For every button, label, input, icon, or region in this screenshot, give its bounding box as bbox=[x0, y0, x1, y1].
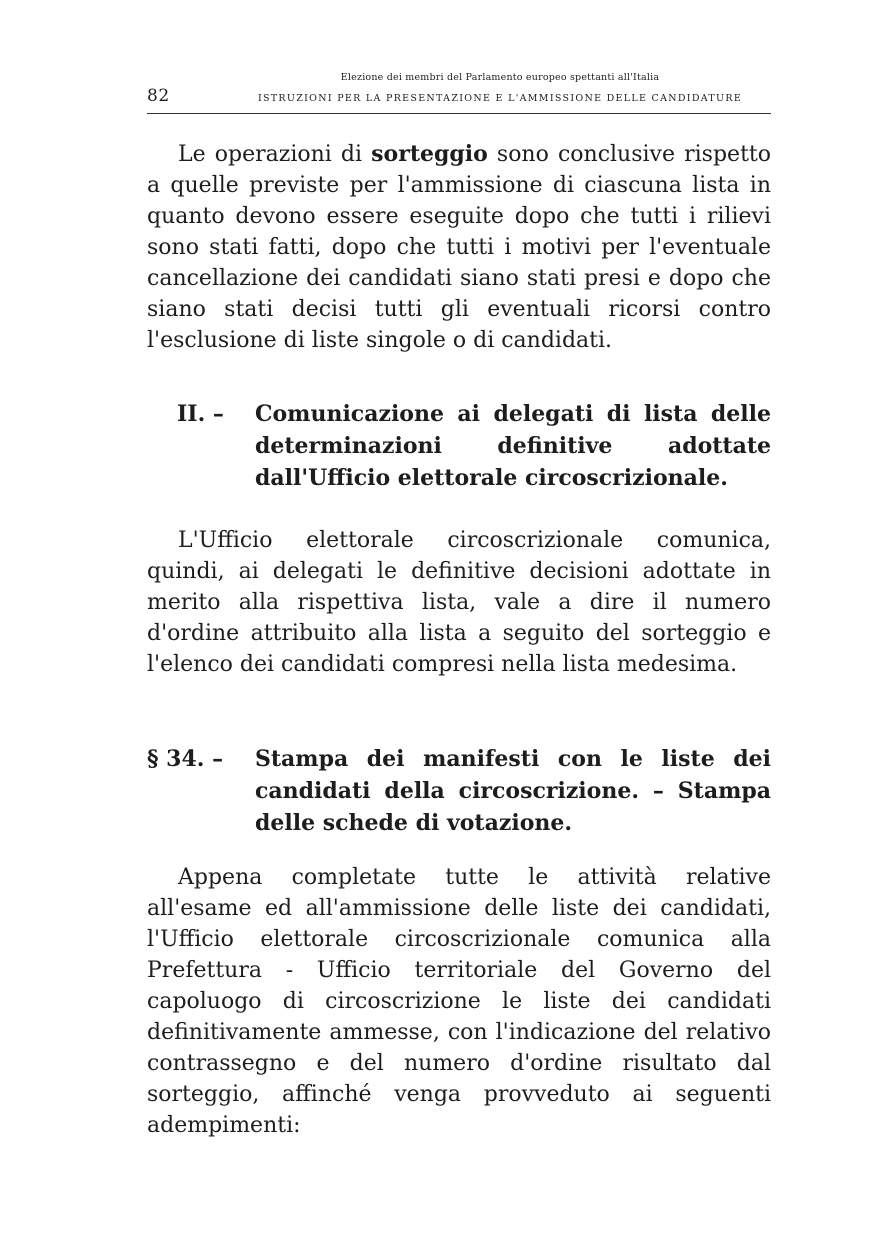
paragraph-text: L'Ufficio elettorale circoscrizionale comunica, quindi, ai delegati le definitive decisioni adottate in merito alla rispettiva lista, vale a dire il numero d'ordine attribuito alla lista a seguito del sorteggio e l'elenco dei candidati compresi nella lista medesima. bbox=[147, 528, 771, 677]
paragraph-sorteggio bbox=[147, 139, 771, 356]
section-number: II. – bbox=[177, 401, 224, 427]
paragraph-text-start: Le operazioni di bbox=[178, 142, 372, 167]
paragraph-text bbox=[147, 139, 771, 356]
section-title: Stampa dei manifesti con le liste dei candidati della circoscrizione. – Stampa delle schede di votazione. bbox=[255, 746, 771, 836]
page-number: 82 bbox=[147, 86, 170, 106]
section-title: Comunicazione ai delegati di lista delle determinazioni definitive adottate dall'Ufficio elettorale circoscrizionale. bbox=[255, 401, 771, 491]
paragraph-text-rest: sono conclusive rispetto a quelle previste per l'ammissione di ciascuna lista in quanto devono essere eseguite dopo che tutti i rilievi sono stati fatti, dopo che tutti i motivi per l'eventuale cancellazione dei candidati siano stati presi e dopo che siano stati decisi tutti gli eventuali ricorsi contro l'esclusione di liste singole o di candidati. bbox=[147, 142, 771, 353]
running-head-subtitle: ISTRUZIONI PER LA PRESENTAZIONE E L'AMMISSIONE DELLE CANDIDATURE bbox=[257, 93, 743, 104]
section-number: § 34. – bbox=[147, 746, 224, 772]
header-rule bbox=[147, 113, 771, 114]
bold-term: sorteggio bbox=[371, 141, 488, 167]
paragraph-text: Appena completate tutte le attività relative all'esame ed all'ammissione delle liste dei candidati, l'Ufficio elettorale circoscrizionale comunica alla Prefettura - Ufficio territoriale del Governo del capoluogo di circoscrizione le liste dei candidati definitivamente ammesse, con l'indicazione del relativo contrassegno e del numero d'ordine risultato dal sorteggio, affinché venga provveduto ai seguenti adempimenti: bbox=[147, 865, 771, 1138]
running-head-title: Elezione dei membri del Parlamento europeo spettanti all'Italia bbox=[340, 72, 660, 83]
paragraph-comunicazione bbox=[147, 525, 771, 680]
paragraph-adempimenti bbox=[147, 862, 771, 1141]
